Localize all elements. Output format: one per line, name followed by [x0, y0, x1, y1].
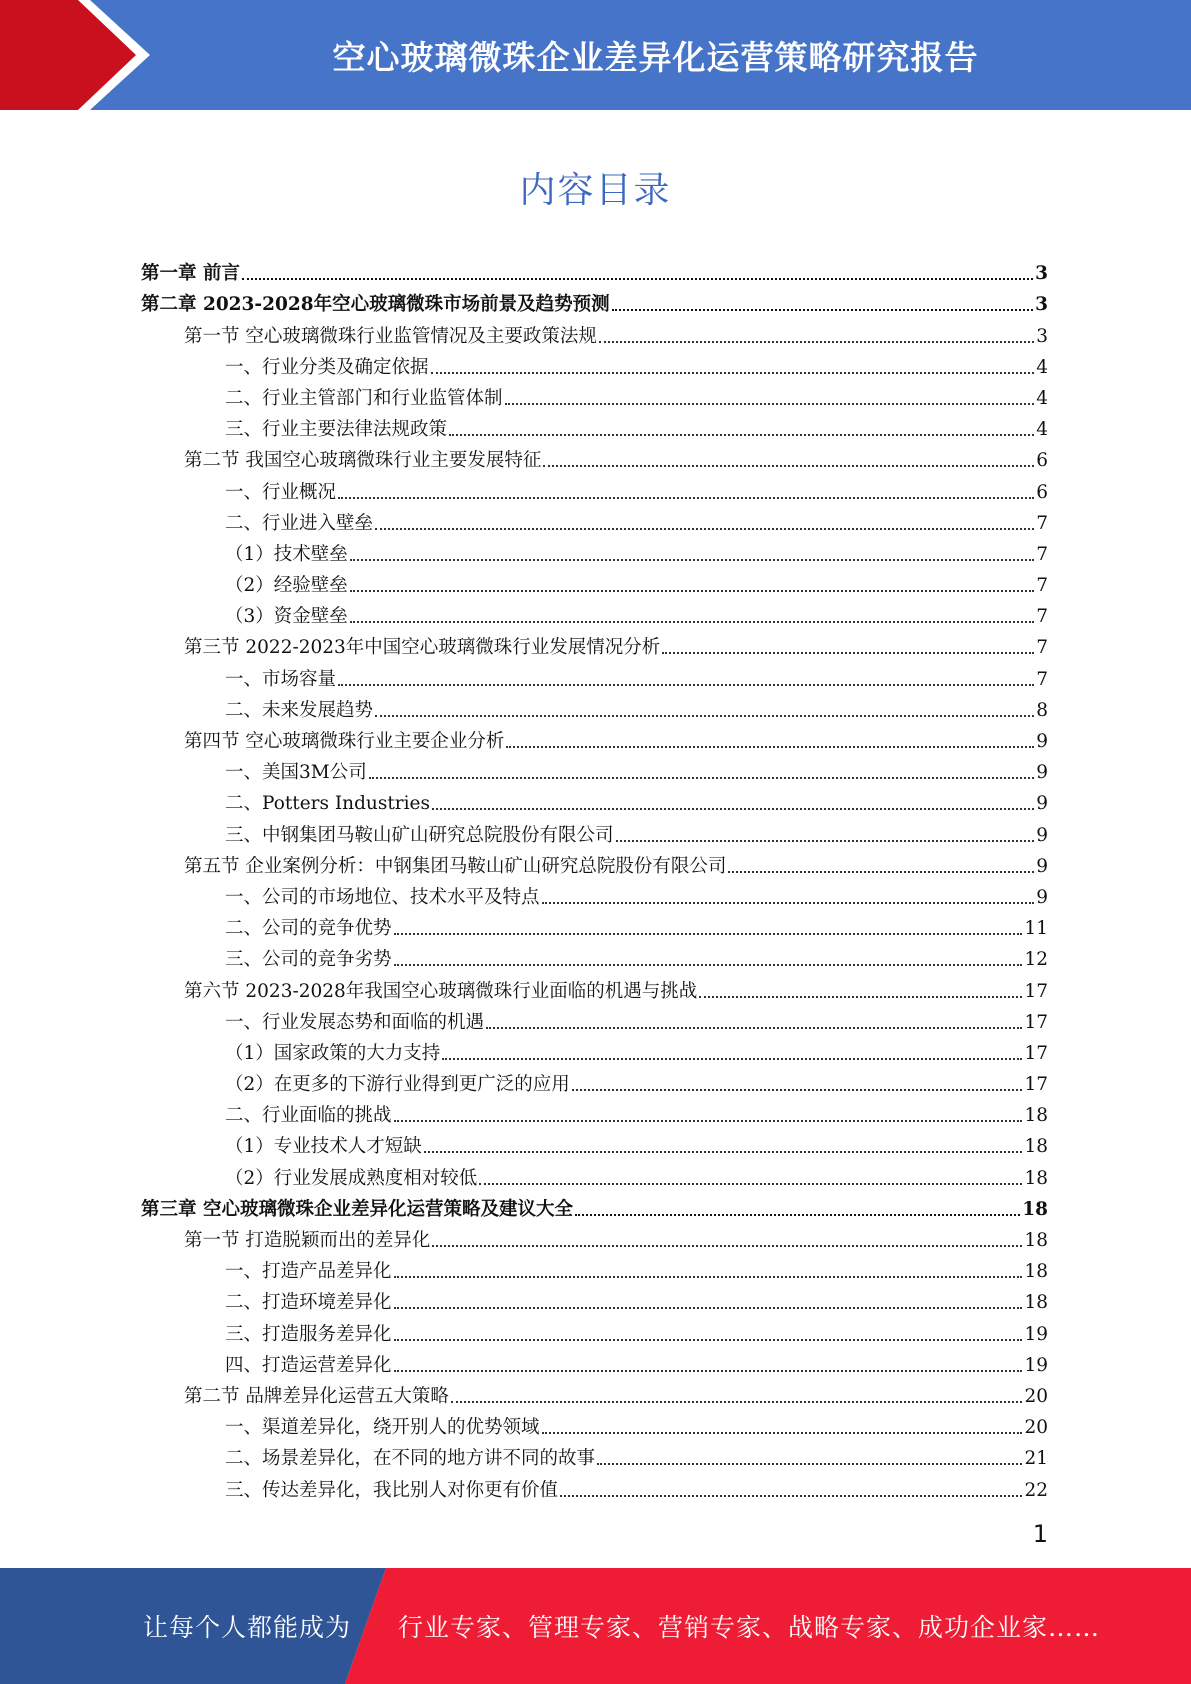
- dot-leader: [728, 871, 1034, 873]
- footer-banner: [0, 1568, 1191, 1684]
- dot-leader: [560, 1495, 1022, 1497]
- footer-slogan-right: 行业专家、管理专家、营销专家、战略专家、成功企业家……: [398, 1613, 1101, 1642]
- dot-leader: [597, 1463, 1022, 1465]
- toc-entry[interactable]: [141, 535, 1048, 566]
- toc-entry-page: 12: [1024, 949, 1048, 971]
- toc-entry-page: 20: [1024, 1385, 1048, 1407]
- toc-entry-page: 18: [1024, 1230, 1048, 1251]
- toc-entry-label: 二、场景差异化，在不同的地方讲不同的故事: [225, 1448, 596, 1470]
- toc-entry[interactable]: [141, 971, 1048, 1002]
- toc-entry[interactable]: [141, 909, 1048, 940]
- toc-entry[interactable]: [141, 815, 1048, 846]
- dot-leader: [506, 746, 1034, 748]
- dot-leader: [432, 1245, 1022, 1247]
- dot-leader: [338, 684, 1034, 686]
- toc-entry-page: 9: [1036, 855, 1048, 877]
- toc-entry[interactable]: [141, 1190, 1048, 1221]
- toc-entry-label: 二、行业主管部门和行业监管体制: [225, 387, 503, 409]
- dot-leader: [542, 902, 1035, 904]
- dot-leader: [375, 715, 1034, 717]
- dot-leader: [375, 528, 1034, 530]
- toc-entry-label: 第二章 2023-2028年空心玻璃微珠市场前景及趋势预测: [141, 294, 610, 316]
- toc-entry-label: 三、公司的竞争劣势: [225, 949, 392, 971]
- toc-entry-label: 二、公司的竞争优势: [225, 918, 392, 940]
- dot-leader: [350, 621, 1034, 623]
- toc-entry-label: 第三节 2022-2023年中国空心玻璃微珠行业发展情况分析: [184, 637, 661, 659]
- toc-entry[interactable]: [141, 254, 1048, 285]
- toc-entry-page: 20: [1024, 1417, 1048, 1439]
- toc-entry[interactable]: [141, 316, 1048, 347]
- toc-entry[interactable]: [141, 1408, 1048, 1439]
- toc-entry-page: 9: [1036, 762, 1048, 784]
- toc-entry-label: 三、打造服务差异化: [225, 1323, 392, 1345]
- toc-entry-label: （2）行业发展成熟度相对较低: [225, 1167, 478, 1189]
- dot-leader: [543, 465, 1034, 467]
- toc-entry-label: 第二节 品牌差异化运营五大策略: [184, 1385, 449, 1407]
- dot-leader: [575, 1214, 1020, 1216]
- toc-entry[interactable]: [141, 1314, 1048, 1345]
- dot-leader: [424, 1151, 1023, 1153]
- dot-leader: [699, 996, 1022, 998]
- toc-entry-label: （3）资金壁垒: [225, 606, 348, 628]
- toc-entry-page: 18: [1024, 1167, 1048, 1189]
- dot-leader: [486, 1027, 1022, 1029]
- toc-entry[interactable]: [141, 285, 1048, 316]
- toc-entry-label: 三、行业主要法律法规政策: [225, 419, 448, 441]
- dot-leader: [394, 1120, 1023, 1122]
- dot-leader: [451, 1401, 1023, 1403]
- toc-entry-page: 11: [1024, 918, 1048, 940]
- toc-entry[interactable]: [141, 940, 1048, 971]
- dot-leader: [350, 559, 1034, 561]
- toc-entry[interactable]: [141, 1221, 1048, 1252]
- toc-entry[interactable]: [141, 1127, 1048, 1158]
- toc-entry-page: 3: [1036, 325, 1048, 347]
- dot-leader: [394, 1370, 1023, 1372]
- toc-entry-label: 一、行业分类及确定依据: [225, 356, 429, 378]
- toc-entry-page: 18: [1024, 1261, 1048, 1283]
- dot-leader: [242, 278, 1033, 280]
- dot-leader: [394, 1276, 1023, 1278]
- toc-entry[interactable]: [141, 722, 1048, 753]
- toc-entry-page: 19: [1024, 1323, 1048, 1345]
- toc-entry-label: 第二节 我国空心玻璃微珠行业主要发展特征: [184, 450, 542, 472]
- toc-entry-page: 4: [1036, 387, 1048, 409]
- toc-entry-label: 二、未来发展趋势: [225, 699, 374, 721]
- toc-entry[interactable]: [141, 1439, 1048, 1470]
- toc-entry-label: 一、打造产品差异化: [225, 1261, 392, 1283]
- toc-entry-label: 三、中钢集团马鞍山矿山研究总院股份有限公司: [225, 824, 614, 846]
- toc-entry-label: （1）技术壁垒: [225, 543, 348, 565]
- dot-leader: [394, 933, 1023, 935]
- toc-entry[interactable]: [141, 597, 1048, 628]
- toc-entry[interactable]: [141, 348, 1048, 379]
- toc-entry[interactable]: [141, 1034, 1048, 1065]
- toc-entry-page: 9: [1036, 793, 1048, 815]
- toc-entry-page: 17: [1024, 1011, 1048, 1033]
- toc-entry-label: （2）在更多的下游行业得到更广泛的应用: [225, 1074, 570, 1096]
- toc-entry[interactable]: [141, 691, 1048, 722]
- toc-entry-page: 7: [1036, 668, 1048, 690]
- dot-leader: [599, 341, 1034, 343]
- toc-entry-page: 4: [1036, 356, 1048, 378]
- toc-entry-page: 18: [1024, 1136, 1048, 1158]
- toc-entry[interactable]: [141, 1346, 1048, 1377]
- toc-entry-page: 17: [1024, 1074, 1048, 1096]
- toc-entry-label: （1）专业技术人才短缺: [225, 1136, 422, 1158]
- dot-leader: [612, 309, 1034, 311]
- toc-entry-page: 18: [1024, 1105, 1048, 1127]
- toc-entry-label: 二、打造环境差异化: [225, 1292, 392, 1314]
- page-number: 1: [1032, 1520, 1048, 1548]
- dot-leader: [338, 497, 1034, 499]
- toc-entry-label: 第五节 企业案例分析：中钢集团马鞍山矿山研究总院股份有限公司: [184, 855, 727, 877]
- toc-entry[interactable]: [141, 1158, 1048, 1189]
- toc-entry[interactable]: [141, 504, 1048, 535]
- toc-entry-page: 17: [1024, 980, 1048, 1002]
- table-of-contents: [141, 254, 1048, 1502]
- footer-slogan-left: 让每个人都能成为: [143, 1613, 352, 1642]
- toc-entry-label: 第一节 打造脱颖而出的差异化: [184, 1230, 431, 1251]
- toc-entry-page: 9: [1036, 731, 1048, 752]
- dot-leader: [572, 1089, 1023, 1091]
- toc-entry[interactable]: [141, 566, 1048, 597]
- toc-entry-page: 17: [1024, 1042, 1048, 1064]
- dot-leader: [479, 1183, 1022, 1185]
- toc-entry[interactable]: [141, 847, 1048, 878]
- toc-entry-page: 6: [1036, 481, 1048, 503]
- toc-entry-label: 二、行业进入壁垒: [225, 512, 374, 534]
- toc-entry-page: 19: [1024, 1354, 1048, 1376]
- toc-heading: 内容目录: [519, 170, 672, 211]
- red-arrow-shape: [0, 0, 136, 110]
- dot-leader: [442, 1058, 1022, 1060]
- toc-entry-label: 一、行业发展态势和面临的机遇: [225, 1011, 485, 1033]
- toc-entry-label: 第一节 空心玻璃微珠行业监管情况及主要政策法规: [184, 325, 597, 347]
- dot-leader: [394, 964, 1023, 966]
- toc-entry[interactable]: [141, 753, 1048, 784]
- toc-entry[interactable]: [141, 878, 1048, 909]
- toc-entry[interactable]: [141, 1252, 1048, 1283]
- toc-entry-page: 3: [1035, 294, 1048, 316]
- toc-entry-label: 第一章 前言: [141, 263, 240, 285]
- dot-leader: [505, 403, 1035, 405]
- toc-entry[interactable]: [141, 379, 1048, 410]
- toc-entry-label: 一、渠道差异化，绕开别人的优势领域: [225, 1417, 540, 1439]
- toc-entry-page: 6: [1036, 450, 1048, 472]
- toc-entry-page: 7: [1036, 575, 1048, 597]
- dot-leader: [432, 808, 1034, 810]
- toc-entry[interactable]: [141, 441, 1048, 472]
- toc-entry-label: 第三章 空心玻璃微珠企业差异化运营策略及建议大全: [141, 1198, 573, 1220]
- toc-entry[interactable]: [141, 1003, 1048, 1034]
- toc-entry-label: 一、美国3M公司: [225, 762, 367, 784]
- dot-leader: [616, 840, 1035, 842]
- toc-entry-label: 二、Potters Industries: [225, 793, 430, 815]
- toc-entry-page: 8: [1036, 699, 1048, 721]
- toc-entry-page: 7: [1036, 512, 1048, 534]
- toc-entry-label: （1）国家政策的大力支持: [225, 1042, 441, 1064]
- toc-entry-label: （2）经验壁垒: [225, 575, 348, 597]
- toc-entry-label: 三、传达差异化，我比别人对你更有价值: [225, 1479, 559, 1501]
- dot-leader: [394, 1307, 1023, 1309]
- toc-entry[interactable]: [141, 659, 1048, 690]
- toc-entry[interactable]: [141, 472, 1048, 503]
- toc-entry-page: 7: [1036, 606, 1048, 628]
- toc-entry-page: 9: [1036, 886, 1048, 908]
- dot-leader: [369, 777, 1035, 779]
- dot-leader: [431, 372, 1035, 374]
- toc-entry-page: 7: [1036, 543, 1048, 565]
- dot-leader: [542, 1432, 1023, 1434]
- toc-entry[interactable]: [141, 1470, 1048, 1501]
- toc-entry-page: 7: [1036, 637, 1048, 659]
- toc-entry-label: 第六节 2023-2028年我国空心玻璃微珠行业面临的机遇与挑战: [184, 980, 698, 1002]
- dot-leader: [350, 590, 1034, 592]
- toc-entry[interactable]: [141, 1096, 1048, 1127]
- toc-entry-page: 18: [1022, 1198, 1048, 1220]
- toc-entry-label: 一、行业概况: [225, 481, 337, 503]
- toc-entry-page: 9: [1036, 824, 1048, 846]
- toc-entry[interactable]: [141, 410, 1048, 441]
- toc-entry[interactable]: [141, 1377, 1048, 1408]
- toc-entry[interactable]: [141, 1283, 1048, 1314]
- dot-leader: [662, 652, 1034, 654]
- toc-entry-label: 四、打造运营差异化: [225, 1354, 392, 1376]
- report-title: 空心玻璃微珠企业差异化运营策略研究报告: [332, 37, 979, 77]
- toc-entry[interactable]: [141, 628, 1048, 659]
- toc-entry-page: 18: [1024, 1292, 1048, 1314]
- toc-entry-page: 21: [1024, 1448, 1048, 1470]
- toc-entry[interactable]: [141, 784, 1048, 815]
- toc-entry-page: 22: [1024, 1479, 1048, 1501]
- toc-entry-label: 一、市场容量: [225, 668, 337, 690]
- dot-leader: [449, 434, 1034, 436]
- dot-leader: [394, 1339, 1023, 1341]
- toc-entry-page: 4: [1036, 419, 1048, 441]
- toc-entry-page: 3: [1035, 263, 1048, 285]
- header-banner: [0, 0, 1191, 110]
- toc-entry-label: 第四节 空心玻璃微珠行业主要企业分析: [184, 731, 505, 752]
- toc-entry[interactable]: [141, 1065, 1048, 1096]
- toc-entry-label: 一、公司的市场地位、技术水平及特点: [225, 886, 540, 908]
- toc-entry-label: 二、行业面临的挑战: [225, 1105, 392, 1127]
